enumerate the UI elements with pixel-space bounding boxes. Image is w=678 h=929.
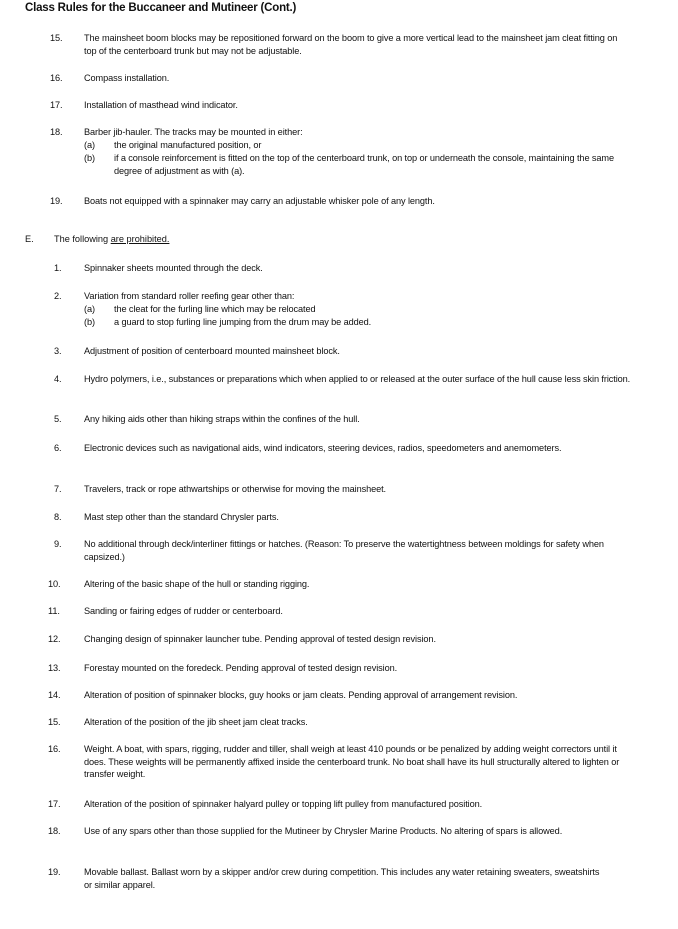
rule-text: Changing design of spinnaker launcher tube. Pending approval of tested design revision.: [84, 634, 436, 644]
sub-label: (b): [84, 317, 95, 327]
rule-text: Hydro polymers, i.e., substances or preparations which when applied to or released at the outer surface of the hull cause less skin friction.: [84, 374, 631, 384]
rule-number: 5.: [54, 414, 62, 424]
rule-text: Movable ballast. Ballast worn by a skipper and/or crew during competition. This includes any water retaining sweaters, sweatshirts or similar apparel.: [84, 867, 600, 890]
sub-label: (a): [84, 304, 95, 314]
rule-text: Alteration of the position of spinnaker halyard pulley or topping lift pulley from manufactured position.: [84, 799, 483, 809]
rule-text: Weight. A boat, with spars, rigging, rudder and tiller, shall weigh at least 410 pounds or be penalized by adding weight correctors until it does. These weights will be permanently affixed inside the centerboard trunk. No boat shall have its hull structurally altered to lighten or transfer weight.: [84, 744, 620, 780]
rule-text: Electronic devices such as navigational aids, wind indicators, steering devices, radios, speedometers and anemometers.: [84, 443, 562, 453]
rule-number: 16.: [48, 744, 61, 754]
section-heading-prefix: The following: [54, 234, 111, 244]
section-heading: [54, 234, 169, 244]
rule-number: 15.: [48, 717, 61, 727]
rule-number: 10.: [48, 579, 61, 589]
rule-number: 17.: [48, 799, 61, 809]
section-heading-underlined: are prohibited.: [110, 234, 170, 244]
rule-number: 18.: [48, 826, 61, 836]
rule-number: 11.: [48, 606, 60, 616]
rule-number: 4.: [54, 374, 62, 384]
rule-number: 3.: [54, 346, 62, 356]
sub-item-b: [84, 316, 634, 329]
rule-number: 9.: [54, 539, 62, 549]
rule-number: 19.: [50, 196, 63, 206]
rule-text: Compass installation.: [84, 73, 170, 83]
section-letter: E.: [25, 234, 34, 244]
rule-text: Altering of the basic shape of the hull or standing rigging.: [84, 579, 310, 589]
rule-text: Variation from standard roller reefing gear other than:: [84, 291, 295, 301]
rule-text: Spinnaker sheets mounted through the deck.: [84, 263, 263, 273]
rule-number: 13.: [48, 663, 61, 673]
rule-number: 12.: [48, 634, 61, 644]
rule-text: The mainsheet boom blocks may be repositioned forward on the boom to give a more vertical lead to the mainsheet jam cleat fitting on top of the centerboard trunk but may not be adjustable.: [84, 33, 618, 56]
sub-text: the original manufactured position, or: [114, 140, 262, 150]
rule-number: 16.: [50, 73, 63, 83]
rule-number: 15.: [50, 33, 63, 43]
rule-text: Mast step other than the standard Chrysler parts.: [84, 512, 279, 522]
rule-number: 1.: [54, 263, 62, 273]
rule-text: Any hiking aids other than hiking straps within the confines of the hull.: [84, 414, 360, 424]
rule-number: 18.: [50, 127, 63, 137]
rule-number: 7.: [54, 484, 62, 494]
sub-item-a: [84, 139, 640, 152]
rule-number: 17.: [50, 100, 63, 110]
sub-item-b: [84, 152, 614, 177]
rule-text: Boats not equipped with a spinnaker may carry an adjustable whisker pole of any length.: [84, 196, 435, 206]
rule-text: Forestay mounted on the foredeck. Pending approval of tested design revision.: [84, 663, 398, 673]
sub-label: (a): [84, 140, 95, 150]
sub-text: if a console reinforcement is fitted on the top of the centerboard trunk, on top or underneath the console, maintaining the same degree of adjustment as with (a).: [114, 153, 614, 176]
rule-number: 8.: [54, 512, 62, 522]
rule-text: Travelers, track or rope athwartships or otherwise for moving the mainsheet.: [84, 484, 387, 494]
rule-text: Use of any spars other than those supplied for the Mutineer by Chrysler Marine Products. No altering of spars is allowed.: [84, 826, 563, 836]
rule-text: Adjustment of position of centerboard mounted mainsheet block.: [84, 346, 340, 356]
rule-number: 6.: [54, 443, 62, 453]
rule-number: 2.: [54, 291, 62, 301]
sub-label: (b): [84, 153, 95, 163]
rule-number: 19.: [48, 867, 61, 877]
rule-text: Alteration of position of spinnaker blocks, guy hooks or jam cleats. Pending approval of arrangement revision.: [84, 690, 518, 700]
sub-item-a: [84, 303, 634, 316]
rule-text: No additional through deck/interliner fittings or hatches. (Reason: To preserve the watertightness between moldings for safety when capsized.): [84, 539, 604, 562]
page-title: Class Rules for the Buccaneer and Mutineer (Cont.): [25, 2, 297, 14]
rule-text: Barber jib-hauler. The tracks may be mounted in either:: [84, 127, 303, 137]
sub-text: the cleat for the furling line which may be relocated: [114, 304, 316, 314]
sub-text: a guard to stop furling line jumping from the drum may be added.: [114, 317, 372, 327]
rule-text: Alteration of the position of the jib sheet jam cleat tracks.: [84, 717, 308, 727]
rule-number: 14.: [48, 690, 61, 700]
rule-text: Sanding or fairing edges of rudder or centerboard.: [84, 606, 283, 616]
rule-text: Installation of masthead wind indicator.: [84, 100, 238, 110]
